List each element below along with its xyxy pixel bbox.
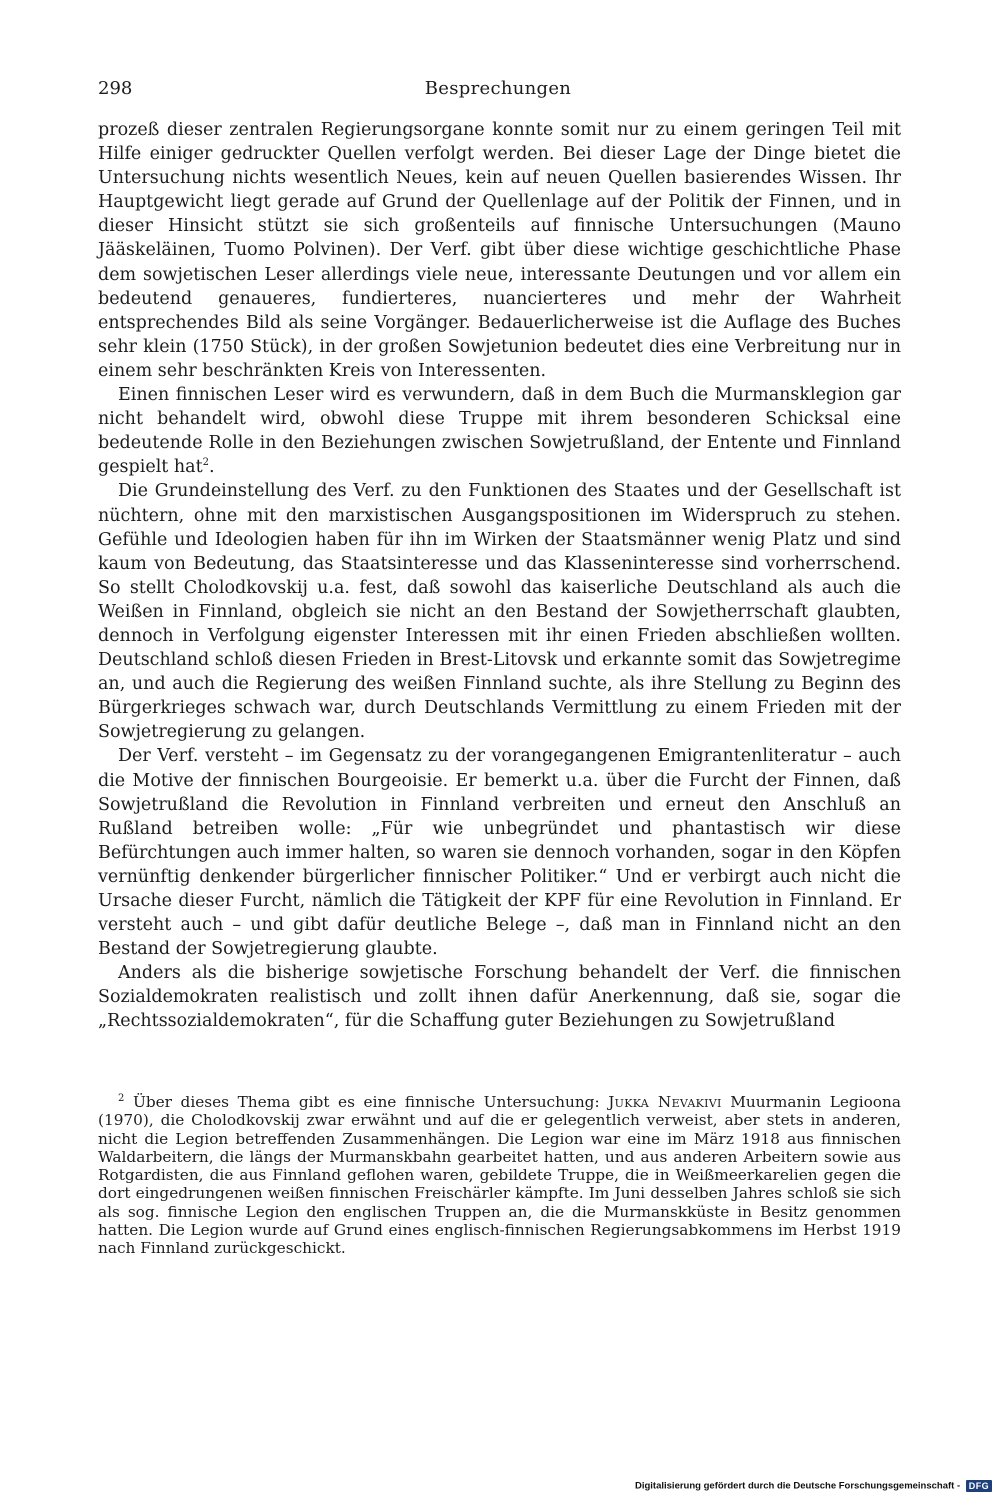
page-number: 298 — [98, 78, 133, 99]
credit-text: Digitalisierung gefördert durch die Deutsche Forschungsgemeinschaft - — [634, 1480, 961, 1492]
footnote-text-start: Über dieses Thema gibt es eine finnische Untersuchung: — [132, 1093, 609, 1111]
paragraph-3: Die Grundeinstellung des Verf. zu den Funktionen des Staates und der Gesellschaft ist nüchtern, ohne mit den marxistischen Ausgangspositionen im Widerspruch zu stehen. Gefühle und Ideologien haben für ihn im Wirken der Staatsmänner wenig Platz und sind kaum von Bedeutung, das Staatsinteresse und das Klasseninteresse sind vorherrschend. So stellt Cholodkovskij u.a. fest, daß sowohl das kaiserliche Deutschland als auch die Weißen in Finnland, obgleich sie nicht an den Bestand der Sowjetherrschaft glaubten, dennoch in Verfolgung eigenster Interessen mit ihr einen Frieden abschließen wollten. Deutschland schloß diesen Frieden in Brest-Litovsk und erkannte somit das Sowjetregime an, und auch die Regierung des weißen Finnland suchte, als ihre Stellung zu Beginn des Bürgerkrieges schwach war, durch Deutschlands Vermittlung zu einem Frieden mit der Sowjetregierung zu gelangen. — [98, 481, 901, 743]
body-text — [98, 118, 901, 1034]
dfg-logo: DFG — [966, 1480, 992, 1492]
paragraph-2 — [98, 383, 901, 479]
paragraph-4: Der Verf. versteht – im Gegensatz zu der vorangegangenen Emigrantenliteratur – auch die Motive der finnischen Bourgeoisie. Er bemerkt u.a. über die Furcht der Finnen, daß Sowjetrußland die Revolution in Finnland verbreiten und erneut den Anschluß an Rußland betreiben wolle: „Für wie unbegründet und phantastisch wir diese Befürchtungen auch immer halten, so waren sie dennoch vorhanden, sogar in den Köpfen vernünftig denkender bürgerlicher finnischer Politiker.“ Und er verbirgt auch nicht die Ursache dieser Furcht, nämlich die Tätigkeit der KPF für eine Revolution in Finnland. Er versteht auch – und gibt dafür deutliche Belege –, daß man in Finnland nicht an den Bestand der Sowjetregierung glaubte. — [98, 746, 901, 960]
running-head: Besprechungen — [424, 78, 572, 99]
paragraph-1: prozeß dieser zentralen Regierungsorgane konnte somit nur zu einem geringen Teil mit Hilfe einiger gedruckter Quellen verfolgt werden. Bei dieser Lage der Dinge bietet die Untersuchung nichts wesentlich Neues, kein auf neuen Quellen basierendes Wissen. Ihr Hauptgewicht liegt gerade auf Grund der Quellenlage auf der Politik der Finnen, und in dieser Hinsicht stützt sie sich großenteils auf finnische Untersuchungen (Mauno Jääskeläinen, Tuomo Polvinen). Der Verf. gibt über diese wichtige geschichtliche Phase dem sowjetischen Leser allerdings viele neue, interessante Deutungen und vor allem ein bedeutend genaueres, fundierteres, nuancierteres und mehr der Wahrheit entsprechendes Bild als seine Vorgänger. Bedauerlicherweise ist die Auflage des Buches sehr klein (1750 Stück), in der großen Sowjetunion bedeutet dies eine Verbreitung nur in einem sehr beschränkten Kreis von Interessenten. — [98, 120, 901, 381]
digitization-credit — [620, 1480, 992, 1496]
paragraph-2-text: Einen finnischen Leser wird es verwundern, daß in dem Buch die Murmansklegion gar nicht behandelt wird, obwohl diese Truppe mit ihrem besonderen Schicksal eine bedeutende Rolle in den Beziehungen zwischen Sowjetrußland, der Entente und Finnland gespielt hat — [98, 385, 901, 478]
footnotes — [98, 1093, 901, 1258]
footnote-reference: 2 — [202, 457, 209, 469]
footnote-2 — [98, 1093, 901, 1258]
paragraph-5: Anders als die bisherige sowjetische Forschung behandelt der Verf. die finnischen Sozialdemokraten realistisch und zollt ihnen dafür Anerkennung, daß sie, sogar die „Rechtssozialdemokraten“, für die Schaffung guter Beziehungen zu Sowjetrußland — [98, 963, 901, 1032]
footnote-text-rest: Muurmanin Legioona (1970), die Cholodkovskij zwar erwähnt und auf die er gelegentlich verweist, aber stets in anderen, nicht die Legion betreffenden Zusammenhängen. Die Legion war eine im März 1918 aus finnischen Waldarbeitern, die längs der Murmanskbahn gearbeitet hatten, und aus anderen Arbeitern sowie aus Rotgardisten, die aus Finnland geflohen waren, gebildete Truppe, die in Weißmeerkarelien gegen die dort eingedrungenen weißen finnischen Freischärler kämpfte. Im Juni desselben Jahres schloß sie sich als sog. finnische Legion den englischen Truppen an, die die Murmanskküste in Besitz genommen hatten. Die Legion wurde auf Grund eines englisch-finnischen Regierungsabkommens im Herbst 1919 nach Finnland zurückgeschickt. — [98, 1093, 901, 1258]
footnote-author: Jukka Nevakivi — [608, 1093, 722, 1111]
paragraph-2-end: . — [209, 457, 215, 478]
page-header — [98, 78, 898, 104]
footnote-marker: 2 — [118, 1092, 125, 1104]
